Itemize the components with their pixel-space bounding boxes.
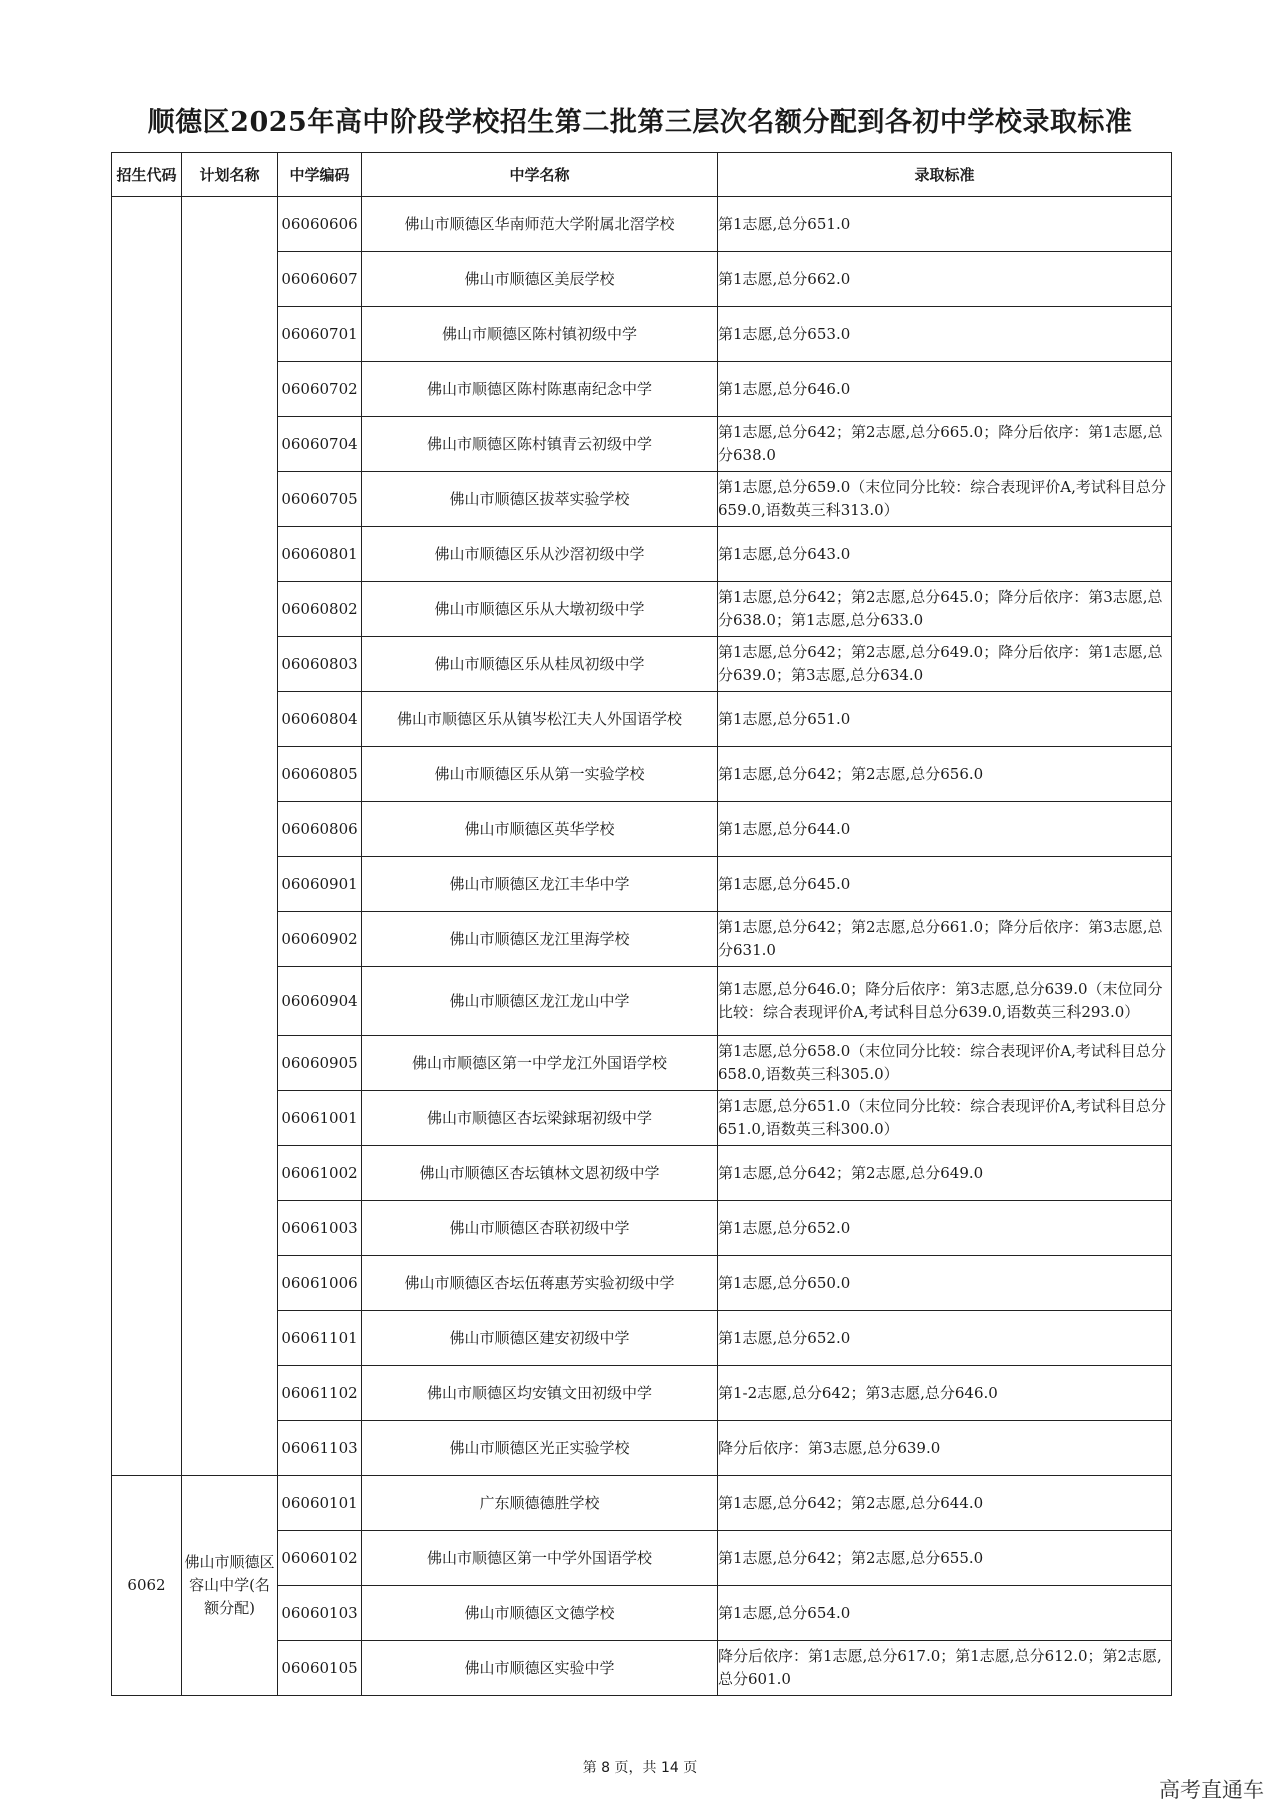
school-code-cell: 06060103 xyxy=(278,1586,362,1641)
header-school-name: 中学名称 xyxy=(362,153,718,197)
standard-cell: 第1志愿,总分642；第2志愿,总分661.0；降分后依序：第3志愿,总分631.0 xyxy=(718,912,1172,967)
plan-code-cell: 6062 xyxy=(112,1476,182,1696)
standard-cell: 第1志愿,总分659.0（末位同分比较：综合表现评价A,考试科目总分659.0,语数英三科313.0） xyxy=(718,472,1172,527)
school-code-cell: 06061002 xyxy=(278,1146,362,1201)
standard-cell: 第1志愿,总分650.0 xyxy=(718,1256,1172,1311)
school-name-cell: 佛山市顺德区杏联初级中学 xyxy=(362,1201,718,1256)
table-row xyxy=(112,1476,1172,1531)
standard-cell: 第1志愿,总分651.0（末位同分比较：综合表现评价A,考试科目总分651.0,语数英三科300.0） xyxy=(718,1091,1172,1146)
school-name-cell: 佛山市顺德区文德学校 xyxy=(362,1586,718,1641)
header-plan-code: 招生代码 xyxy=(112,153,182,197)
school-name-cell: 佛山市顺德区华南师范大学附属北滘学校 xyxy=(362,197,718,252)
school-name-cell: 佛山市顺德区龙江丰华中学 xyxy=(362,857,718,912)
school-code-cell: 06061101 xyxy=(278,1311,362,1366)
school-name-cell: 佛山市顺德区第一中学龙江外国语学校 xyxy=(362,1036,718,1091)
standard-cell: 第1志愿,总分645.0 xyxy=(718,857,1172,912)
school-name-cell: 佛山市顺德区美辰学校 xyxy=(362,252,718,307)
school-name-cell: 佛山市顺德区第一中学外国语学校 xyxy=(362,1531,718,1586)
standard-cell: 第1志愿,总分654.0 xyxy=(718,1586,1172,1641)
school-code-cell: 06061102 xyxy=(278,1366,362,1421)
admission-table xyxy=(111,152,1172,1696)
standard-cell: 第1志愿,总分651.0 xyxy=(718,692,1172,747)
school-code-cell: 06060802 xyxy=(278,582,362,637)
standard-cell: 第1志愿,总分642；第2志愿,总分645.0；降分后依序：第3志愿,总分638.0；第1志愿,总分633.0 xyxy=(718,582,1172,637)
school-name-cell: 佛山市顺德区建安初级中学 xyxy=(362,1311,718,1366)
school-name-cell: 佛山市顺德区陈村镇青云初级中学 xyxy=(362,417,718,472)
standard-cell: 降分后依序：第1志愿,总分617.0；第1志愿,总分612.0；第2志愿,总分601.0 xyxy=(718,1641,1172,1696)
school-name-cell: 佛山市顺德区乐从第一实验学校 xyxy=(362,747,718,802)
standard-cell: 第1志愿,总分642；第2志愿,总分656.0 xyxy=(718,747,1172,802)
school-name-cell: 佛山市顺德区陈村陈惠南纪念中学 xyxy=(362,362,718,417)
standard-cell: 降分后依序：第3志愿,总分639.0 xyxy=(718,1421,1172,1476)
school-name-cell: 佛山市顺德区杏坛伍蒋惠芳实验初级中学 xyxy=(362,1256,718,1311)
school-code-cell: 06060904 xyxy=(278,967,362,1036)
standard-cell: 第1志愿,总分646.0 xyxy=(718,362,1172,417)
header-plan-name: 计划名称 xyxy=(182,153,278,197)
school-code-cell: 06060102 xyxy=(278,1531,362,1586)
page-footer: 第 8 页，共 14 页 xyxy=(582,1760,698,1776)
school-name-cell: 佛山市顺德区杏坛镇林文恩初级中学 xyxy=(362,1146,718,1201)
standard-cell: 第1-2志愿,总分642；第3志愿,总分646.0 xyxy=(718,1366,1172,1421)
standard-cell: 第1志愿,总分652.0 xyxy=(718,1311,1172,1366)
school-code-cell: 06060701 xyxy=(278,307,362,362)
watermark: 高考直通车 xyxy=(1159,1778,1264,1802)
standard-cell: 第1志愿,总分642；第2志愿,总分655.0 xyxy=(718,1531,1172,1586)
school-name-cell: 佛山市顺德区英华学校 xyxy=(362,802,718,857)
standard-cell: 第1志愿,总分642；第2志愿,总分644.0 xyxy=(718,1476,1172,1531)
school-code-cell: 06061006 xyxy=(278,1256,362,1311)
plan-code-cell xyxy=(112,197,182,1476)
school-code-cell: 06060801 xyxy=(278,527,362,582)
table-header-row xyxy=(112,153,1172,197)
school-code-cell: 06060607 xyxy=(278,252,362,307)
school-name-cell: 佛山市顺德区乐从沙滘初级中学 xyxy=(362,527,718,582)
header-school-code: 中学编码 xyxy=(278,153,362,197)
school-code-cell: 06060705 xyxy=(278,472,362,527)
school-code-cell: 06060806 xyxy=(278,802,362,857)
school-code-cell: 06060902 xyxy=(278,912,362,967)
standard-cell: 第1志愿,总分642；第2志愿,总分649.0；降分后依序：第1志愿,总分639.0；第3志愿,总分634.0 xyxy=(718,637,1172,692)
standard-cell: 第1志愿,总分644.0 xyxy=(718,802,1172,857)
school-code-cell: 06060803 xyxy=(278,637,362,692)
plan-name-cell xyxy=(182,197,278,1476)
table-body xyxy=(112,197,1172,1696)
page-title: 顺德区2025年高中阶段学校招生第二批第三层次名额分配到各初中学校录取标准 xyxy=(147,107,1133,138)
plan-name-cell: 佛山市顺德区容山中学(名额分配) xyxy=(182,1476,278,1696)
standard-cell: 第1志愿,总分642；第2志愿,总分665.0；降分后依序：第1志愿,总分638.0 xyxy=(718,417,1172,472)
school-name-cell: 佛山市顺德区乐从桂凤初级中学 xyxy=(362,637,718,692)
school-code-cell: 06060105 xyxy=(278,1641,362,1696)
school-name-cell: 佛山市顺德区乐从大墩初级中学 xyxy=(362,582,718,637)
standard-cell: 第1志愿,总分658.0（末位同分比较：综合表现评价A,考试科目总分658.0,语数英三科305.0） xyxy=(718,1036,1172,1091)
standard-cell: 第1志愿,总分653.0 xyxy=(718,307,1172,362)
school-name-cell: 佛山市顺德区乐从镇岑松江夫人外国语学校 xyxy=(362,692,718,747)
school-name-cell: 佛山市顺德区龙江龙山中学 xyxy=(362,967,718,1036)
standard-cell: 第1志愿,总分652.0 xyxy=(718,1201,1172,1256)
school-code-cell: 06060905 xyxy=(278,1036,362,1091)
standard-cell: 第1志愿,总分651.0 xyxy=(718,197,1172,252)
school-code-cell: 06060606 xyxy=(278,197,362,252)
school-code-cell: 06060901 xyxy=(278,857,362,912)
standard-cell: 第1志愿,总分642；第2志愿,总分649.0 xyxy=(718,1146,1172,1201)
school-name-cell: 佛山市顺德区陈村镇初级中学 xyxy=(362,307,718,362)
school-code-cell: 06061003 xyxy=(278,1201,362,1256)
table-row xyxy=(112,197,1172,252)
standard-cell: 第1志愿,总分643.0 xyxy=(718,527,1172,582)
school-name-cell: 佛山市顺德区杏坛梁銶琚初级中学 xyxy=(362,1091,718,1146)
header-standard: 录取标准 xyxy=(718,153,1172,197)
school-name-cell: 佛山市顺德区实验中学 xyxy=(362,1641,718,1696)
school-name-cell: 佛山市顺德区拔萃实验学校 xyxy=(362,472,718,527)
standard-cell: 第1志愿,总分646.0；降分后依序：第3志愿,总分639.0（末位同分比较：综合表现评价A,考试科目总分639.0,语数英三科293.0） xyxy=(718,967,1172,1036)
school-code-cell: 06061001 xyxy=(278,1091,362,1146)
standard-cell: 第1志愿,总分662.0 xyxy=(718,252,1172,307)
school-code-cell: 06061103 xyxy=(278,1421,362,1476)
school-code-cell: 06060704 xyxy=(278,417,362,472)
school-code-cell: 06060702 xyxy=(278,362,362,417)
school-code-cell: 06060805 xyxy=(278,747,362,802)
school-code-cell: 06060101 xyxy=(278,1476,362,1531)
school-name-cell: 佛山市顺德区均安镇文田初级中学 xyxy=(362,1366,718,1421)
school-code-cell: 06060804 xyxy=(278,692,362,747)
school-name-cell: 佛山市顺德区龙江里海学校 xyxy=(362,912,718,967)
school-name-cell: 广东顺德德胜学校 xyxy=(362,1476,718,1531)
school-name-cell: 佛山市顺德区光正实验学校 xyxy=(362,1421,718,1476)
